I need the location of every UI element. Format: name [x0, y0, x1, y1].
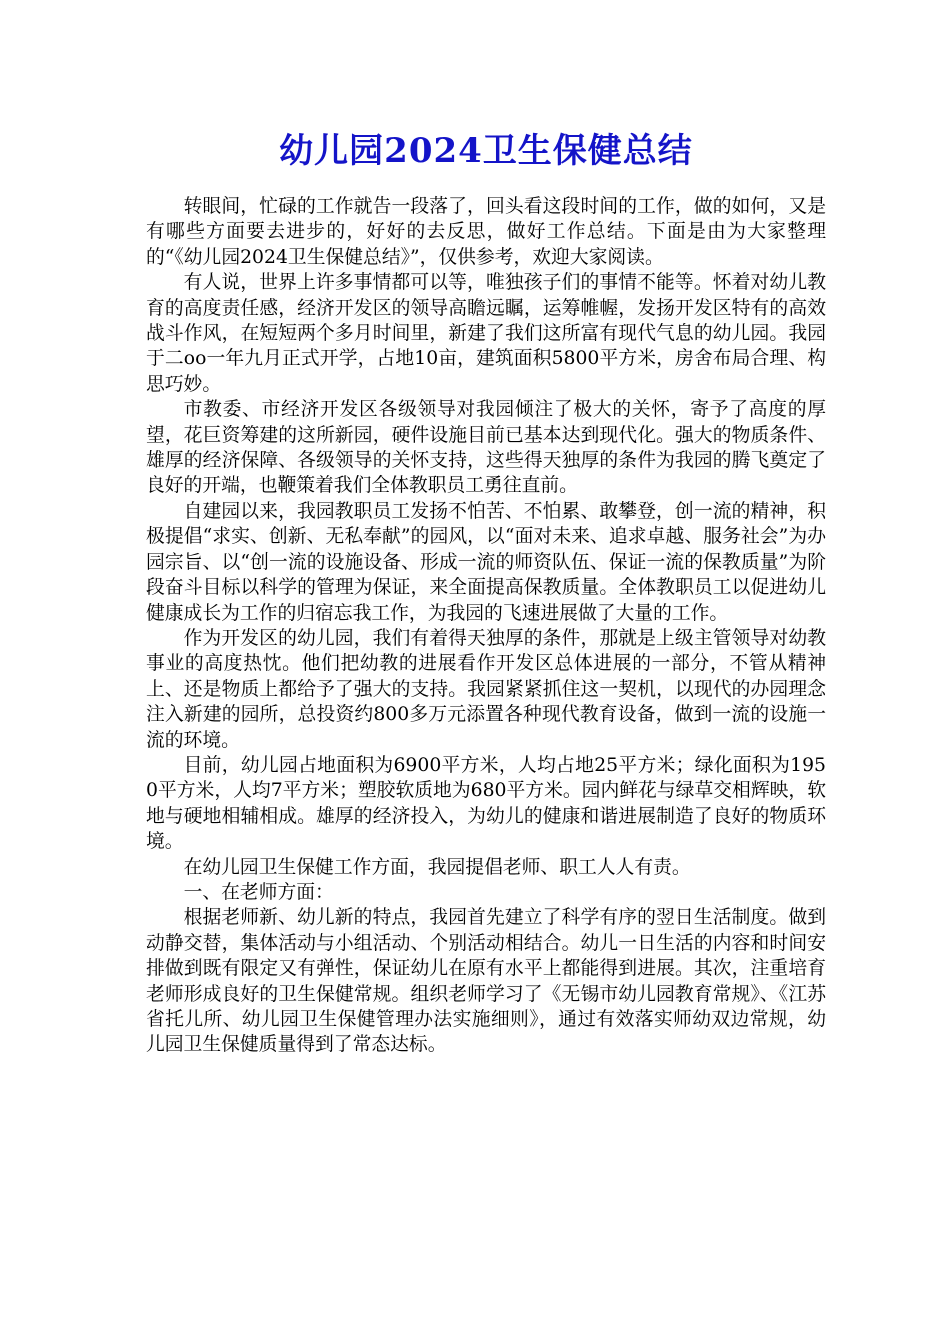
paragraph-intro: 转眼间，忙碌的工作就告一段落了，回头看这段时间的工作，做的如何，又是有哪些方面要去进步的，好好的去反思，做好工作总结。下面是由为大家整理的“《幼儿园2024卫生保健总结》”，仅供参考，欢迎大家阅读。	[146, 196, 826, 268]
paragraph-9: 根据老师新、幼儿新的特点，我园首先建立了科学有序的翌日生活制度。做到动静交替，集体活动与小组活动、个别活动相结合。幼儿一日生活的内容和时间安排做到既有限定又有弹性，保证幼儿在原有水平上都能得到进展。其次，注重培育老师形成良好的卫生保健常规。组织老师学习了《无锡市幼儿园教育常规》、《江苏省托儿所、幼儿园卫生保健管理办法实施细则》，通过有效落实师幼双边常规，幼儿园卫生保健质量得到了常态达标。	[146, 907, 826, 1056]
paragraph-7: 在幼儿园卫生保健工作方面，我园提倡老师、职工人人有责。	[183, 856, 691, 878]
document-page	[146, 128, 826, 1058]
document-title: 幼儿园2024卫生保健总结	[279, 131, 693, 171]
paragraph-4: 自建园以来，我园教职员工发扬不怕苦、不怕累、敢攀登，创一流的精神，积极提倡“求实、创新、无私奉献”的园风，以“面对未来、追求卓越、服务社会”为办园宗旨、以“创一流的设施设备、形成一流的师资队伍、保证一流的保教质量”为阶段奋斗目标以科学的管理为保证，来全面提高保教质量。全体教职员工以促进幼儿健康成长为工作的归宿忘我工作，为我园的飞速进展做了大量的工作。	[146, 500, 826, 624]
paragraph-2: 有人说，世界上许多事情都可以等，唯独孩子们的事情不能等。怀着对幼儿教育的高度责任感，经济开发区的领导高瞻远瞩，运筹帷幄，发扬开发区特有的高效战斗作风，在短短两个多月时间里，新建了我们这所富有现代气息的幼儿园。我园于二oo一年九月正式开学，占地10亩，建筑面积5800平方米，房舍布局合理、构思巧妙。	[146, 272, 826, 395]
paragraph-3: 市教委、市经济开发区各级领导对我园倾注了极大的关怀，寄予了高度的厚望，花巨资筹建的这所新园，硬件设施目前已基本达到现代化。强大的物质条件、雄厚的经济保障、各级领导的关怀支持，这些得天独厚的条件为我园的腾飞奠定了良好的开端，也鞭策着我们全体教职员工勇往直前。	[146, 399, 826, 497]
section-heading-teachers: 一、在老师方面：	[183, 881, 334, 903]
paragraph-6: 目前，幼儿园占地面积为6900平方米，人均占地25平方米；绿化面积为1950平方米，人均7平方米；塑胶软质地为680平方米。园内鲜花与绿草交相辉映，软地与硬地相辅相成。雄厚的经济投入，为幼儿的健康和谐进展制造了良好的物质环境。	[146, 754, 826, 853]
paragraph-5: 作为开发区的幼儿园，我们有着得天独厚的条件，那就是上级主管领导对幼教事业的高度热忱。他们把幼教的进展看作开发区总体进展的一部分，不管从精神上、还是物质上都给予了强大的支持。我园紧紧抓住这一契机，以现代的办园理念注入新建的园所，总投资约800多万元添置各种现代教育设备，做到一流的设施一流的环境。	[146, 627, 826, 751]
